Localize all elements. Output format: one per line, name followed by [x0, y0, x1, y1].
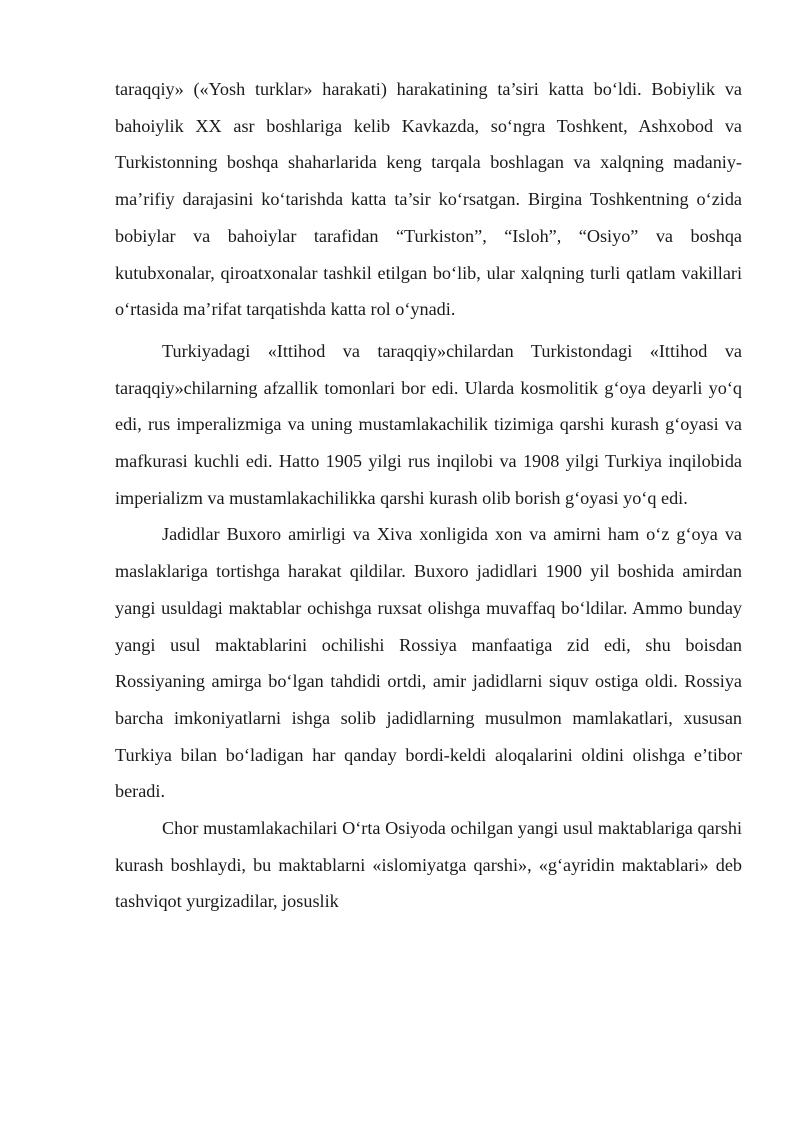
- paragraph-2: Turkiyadagi «Ittihod va taraqqiy»chilardan Turkistondagi «Ittihod va taraqqiy»chilarning afzallik tomonlari bor edi. Ularda kosmolitik g‘oya deyarli yo‘q edi, rus imperalizmiga va uning mustamlakachilik tizimiga qarshi kurash g‘oyasi va mafkurasi kuchli edi. Hatto 1905 yilgi rus inqilobi va 1908 yilgi Turkiya inqilobida imperializm va mustamlakachilikka qarshi kurash olib borish g‘oyasi yo‘q edi.: [115, 340, 742, 508]
- paragraph-1: taraqqiy» («Yosh turklar» harakati) harakatining ta’siri katta bo‘ldi. Bobiylik va bahoiylik XX asr boshlariga kelib Kavkazda, so‘ngra Toshkent, Ashxobod va Turkistonning boshqa shaharlarida keng tarqala boshlagan va xalqning madaniy-ma’rifiy darajasini ko‘tarishda katta ta’sir ko‘rsatgan. Birgina Toshkentning o‘zida bobiylar va bahoiylar tarafidan “Turkiston”, “Isloh”, “Osiyo” va boshqa kutubxonalar, qiroatxonalar tashkil etilgan bo‘lib, ular xalqning turli qatlam vakillari o‘rtasida ma’rifat tarqatishda katta rol o‘ynadi.: [115, 79, 742, 320]
- paragraph-4: Chor mustamlakachilari O‘rta Osiyoda ochilgan yangi usul maktablariga qarshi kurash boshlaydi, bu maktablarni «islomiyatga qarshi», «g‘ayridin maktablari» deb tashviqot yurgizadilar, josuslik: [115, 818, 742, 912]
- document-body: [115, 71, 742, 920]
- paragraph-3: Jadidlar Buxoro amirligi va Xiva xonligida xon va amirni ham o‘z g‘oya va maslaklariga tortishga harakat qildilar. Buxoro jadidlari 1900 yil boshida amirdan yangi usuldagi maktablar ochishga ruxsat olishga muvaffaq bo‘ldilar. Ammo bunday yangi usul maktablarini ochilishi Rossiya manfaatiga zid edi, shu boisdan Rossiyaning amirga bo‘lgan tahdidi ortdi, amir jadidlarni siquv ostiga oldi. Rossiya barcha imkoniyatlarni ishga solib jadidlarning musulmon mamlakatlari, xususan Turkiya bilan bo‘ladigan har qanday bordi-keldi aloqalarini oldini olishga e’tibor beradi.: [115, 524, 742, 802]
